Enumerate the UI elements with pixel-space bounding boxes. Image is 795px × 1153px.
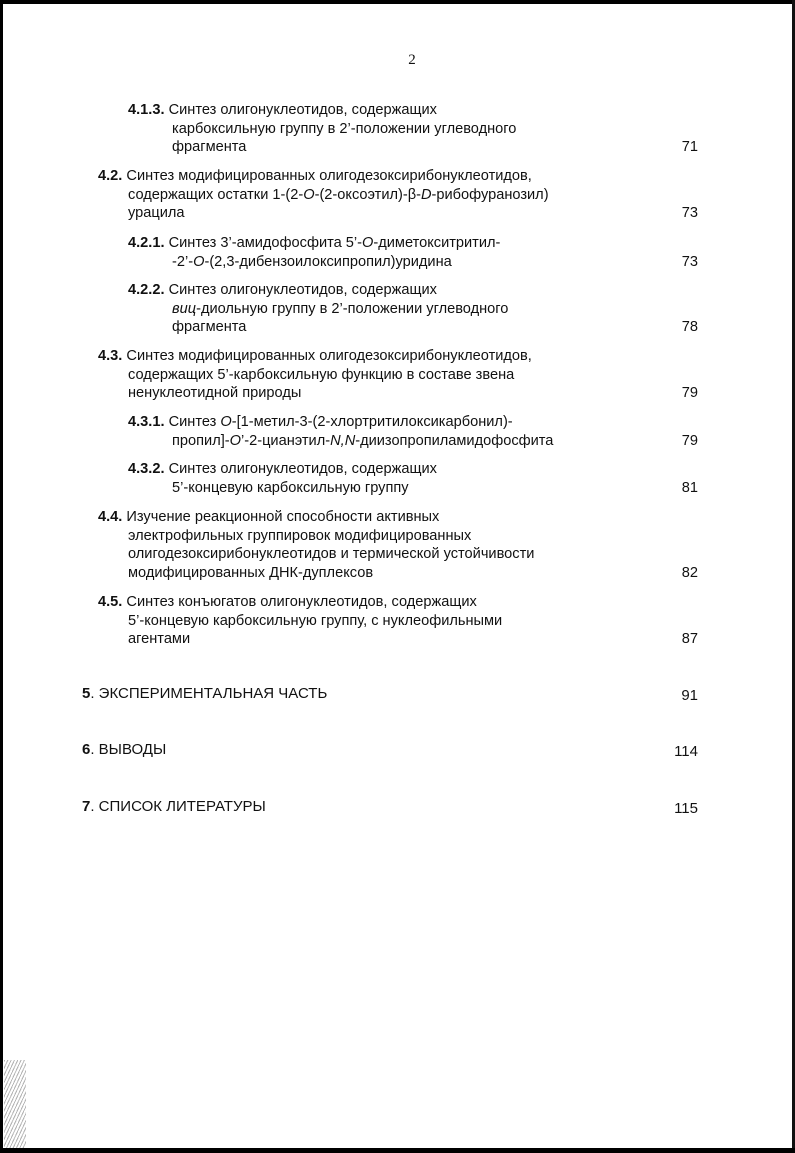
toc-chapter-number: 5 (82, 685, 91, 702)
toc-entry-text: виц-диольную группу в 2’-положении углеводного (172, 300, 509, 317)
toc-entry-4-3 (98, 347, 698, 403)
toc-page-ref: 91 (681, 687, 698, 704)
toc-entry-number: 4.2. (98, 168, 123, 184)
toc-page-ref: 73 (681, 205, 698, 221)
toc-entry-4-2-1 (128, 234, 712, 271)
toc-entry-text: электрофильных группировок модифицированных (128, 527, 472, 544)
toc-entry-number: 4.3. (98, 348, 123, 364)
toc-chapter-number: 7 (82, 798, 91, 815)
toc-chapter-title: . ЭКСПЕРИМЕНТАЛЬНАЯ ЧАСТЬ (90, 685, 328, 702)
toc-entry-number: 4.1.3. (128, 102, 165, 118)
toc-page-ref: 87 (681, 631, 698, 647)
toc-entry-text: Синтез O-[1-метил-3-(2-хлортритилоксикарбонил)- (168, 414, 513, 430)
scan-artifact (4, 1060, 26, 1148)
toc-entry-text: карбоксильную группу в 2’-положении углеводного (172, 120, 517, 137)
toc-entry-4-4 (98, 508, 698, 582)
toc-chapter-title: . СПИСОК ЛИТЕРАТУРЫ (90, 798, 266, 815)
toc-entry-4-2-2 (128, 281, 712, 337)
toc-page-ref: 79 (681, 385, 698, 401)
toc-entry-number: 4.4. (98, 509, 123, 525)
toc-page-ref: 71 (681, 139, 698, 155)
toc-entry-text: содержащих остатки 1-(2-O-(2-оксоэтил)-β-D-рибофуранозил) (128, 186, 549, 203)
toc-entry-text: фрагмента (172, 139, 247, 155)
toc-page-ref: 114 (674, 743, 698, 760)
toc-entry-text: 5’-концевую карбоксильную группу (172, 479, 409, 496)
toc-entry-4-5 (98, 593, 698, 649)
toc-entry-text: Синтез модифицированных олигодезоксирибонуклеотидов, (126, 348, 532, 364)
toc-page-ref: 78 (681, 319, 698, 335)
toc-chapter-title: . ВЫВОДЫ (90, 741, 167, 758)
toc-entry-4-3-2 (128, 460, 712, 497)
toc-entry-4-2 (98, 167, 698, 223)
scan-border-left (0, 0, 3, 1153)
toc-entry-number: 4.3.2. (128, 461, 165, 477)
toc-page-ref: 73 (681, 254, 698, 270)
toc-entry-text: содержащих 5’-карбоксильную функцию в составе звена (128, 366, 515, 383)
toc-entry-4-1-3 (128, 101, 712, 157)
toc-entry-number: 4.5. (98, 594, 123, 610)
toc-entry-text: -2’-O-(2,3-дибензоилоксипропил)уридина (172, 253, 452, 270)
toc-entry-text: Изучение реакционной способности активных (126, 509, 440, 525)
toc-entry-text: Синтез 3’-амидофосфита 5’-O-диметокситритил- (168, 235, 501, 251)
toc-page-ref: 81 (681, 480, 698, 496)
toc-entry-number: 4.3.1. (128, 414, 165, 430)
page-number: 2 (408, 52, 416, 68)
toc-entry-number: 4.2.1. (128, 235, 165, 251)
toc-chapter-number: 6 (82, 741, 91, 758)
toc-entry-text: Синтез олигонуклеотидов, содержащих (168, 461, 437, 477)
scan-border-top (0, 0, 795, 4)
toc-chapter-6 (82, 741, 166, 760)
toc-chapter-7 (82, 798, 266, 817)
toc-entry-text: Синтез олигонуклеотидов, содержащих (168, 102, 437, 118)
toc-entry-text: Синтез олигонуклеотидов, содержащих (168, 282, 437, 298)
toc-entry-text: Синтез конъюгатов олигонуклеотидов, содержащих (126, 594, 477, 610)
toc-entry-text: фрагмента (172, 319, 247, 335)
toc-entry-text: ненуклеотидной природы (128, 385, 302, 401)
toc-entry-text: Синтез модифицированных олигодезоксирибонуклеотидов, (126, 168, 532, 184)
toc-entry-text: урацила (128, 205, 185, 221)
toc-entry-4-3-1 (128, 413, 712, 450)
toc-entry-text: пропил]-O’-2-цианэтил-N,N-диизопропиламидофосфита (172, 432, 554, 449)
toc-page-ref: 82 (681, 565, 698, 581)
toc-entry-text: агентами (128, 631, 191, 647)
toc-entry-number: 4.2.2. (128, 282, 165, 298)
toc-chapter-5 (82, 685, 327, 704)
scan-border-bottom (0, 1148, 795, 1153)
toc-entry-text: модифицированных ДНК-дуплексов (128, 564, 374, 581)
toc-page-ref: 115 (674, 800, 698, 817)
toc-entry-text: 5’-концевую карбоксильную группу, с нуклеофильными (128, 612, 503, 629)
toc-page-ref: 79 (681, 433, 698, 449)
toc-entry-text: олигодезоксирибонуклеотидов и термической устойчивости (128, 546, 535, 562)
